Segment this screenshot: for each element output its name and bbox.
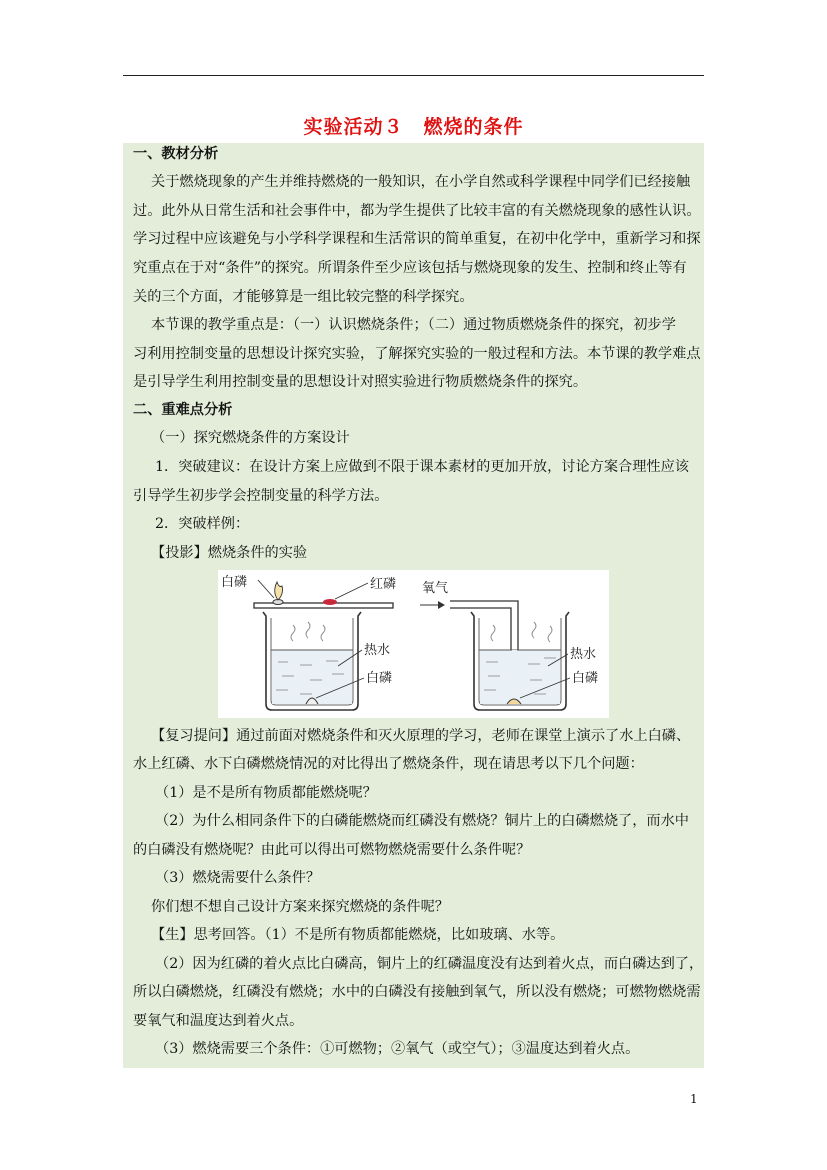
paragraph-line: 要氧气和温度达到着火点。: [133, 1013, 304, 1029]
paragraph-line: 所以白磷燃烧，红磷没有燃烧；水中的白磷没有接触到氧气，所以没有燃烧；可燃物燃烧需: [133, 984, 701, 1000]
paragraph-line: 是引导学生利用控制变量的思想设计对照实验进行物质燃烧条件的探究。: [133, 374, 588, 390]
paragraph-line: 2．突破样例：: [155, 516, 250, 532]
section-heading-2: 二、重难点分析: [133, 402, 233, 418]
paragraph-line: 究重点在于对“条件”的探究。所谓条件至少应该包括与燃烧现象的发生、控制和终止等有: [133, 260, 687, 276]
paragraph-line: 引导学生初步学会控制变量的科学方法。: [133, 488, 389, 504]
answer-1: 【生】思考回答。（1）不是所有物质都能燃烧，比如玻璃、水等。: [151, 927, 565, 943]
right-beaker-setup: [420, 581, 598, 710]
question-1: （1）是不是所有物质都能燃烧呢？: [155, 785, 377, 801]
label-white-phosphorus: 白磷: [221, 575, 248, 590]
label-hot-water-right: 热水: [570, 647, 597, 662]
label-oxygen: 氧气: [422, 581, 449, 596]
red-phosphorus: [323, 599, 337, 605]
paragraph-line: 水上红磷、水下白磷燃烧情况的对比得出了燃烧条件，现在请思考以下几个问题：: [133, 756, 644, 772]
paragraph-line: 过。此外从日常生活和社会事件中，都为学生提供了比较丰富的有关燃烧现象的感性认识。: [133, 203, 701, 219]
page-number: 1: [690, 1092, 698, 1106]
question-3: （3）燃烧需要什么条件？: [155, 870, 321, 886]
label-hot-water-left: 热水: [364, 643, 391, 658]
paragraph-line: 你们想不想自己设计方案来探究燃烧的条件呢？: [151, 899, 449, 915]
paragraph-line: （2）为什么相同条件下的白磷能燃烧而红磷没有燃烧？铜片上的白磷燃烧了，而水中: [155, 813, 689, 829]
paragraph-line: 习利用控制变量的思想设计探究实验，了解探究实验的一般过程和方法。本节课的教学难点: [133, 346, 701, 362]
paragraph-line: 1．突破建议：在设计方案上应做到不限于课本素材的更加开放，讨论方案合理性应该: [155, 459, 689, 475]
label-white-phosphorus-right: 白磷: [572, 671, 599, 686]
paragraph-line: 关于燃烧现象的产生并维持燃烧的一般知识，在小学自然或科学课程中同学们已经接触: [151, 174, 691, 190]
header-rule: [123, 75, 704, 76]
subheading: （一）探究燃烧条件的方案设计: [151, 430, 350, 446]
paragraph-line: 关的三个方面，才能够算是一组比较完整的科学探究。: [133, 289, 474, 305]
projection-label: 【投影】燃烧条件的实验: [151, 545, 308, 561]
section-heading-1: 一、教材分析: [133, 146, 219, 162]
paragraph-line: 本节课的教学重点是：（一）认识燃烧条件；（二）通过物质燃烧条件的探究，初步学: [151, 317, 676, 333]
flame: [275, 582, 283, 600]
document-title: 实验活动３ 燃烧的条件: [303, 116, 524, 138]
left-beaker-setup: [221, 574, 396, 710]
content-area: [123, 143, 704, 1068]
paragraph-line: （2）因为红磷的着火点比白磷高，铜片上的红磷温度没有达到着火点，而白磷达到了，: [155, 956, 704, 972]
combustion-experiment-figure: [218, 570, 609, 718]
paragraph-line: 的白磷没有燃烧呢？由此可以得出可燃物燃烧需要什么条件呢？: [133, 842, 531, 858]
answer-3: （3）燃烧需要三个条件：①可燃物；②氧气（或空气）；③温度达到着火点。: [155, 1041, 640, 1057]
paragraph-line: 学习过程中应该避免与小学科学课程和生活常识的简单重复，在初中化学中，重新学习和探: [133, 231, 701, 247]
paragraph-line: 【复习提问】通过前面对燃烧条件和灭火原理的学习，老师在课堂上演示了水上白磷、: [151, 728, 691, 744]
label-red-phosphorus: 红磷: [370, 577, 397, 592]
label-white-phosphorus-under: 白磷: [366, 671, 393, 686]
